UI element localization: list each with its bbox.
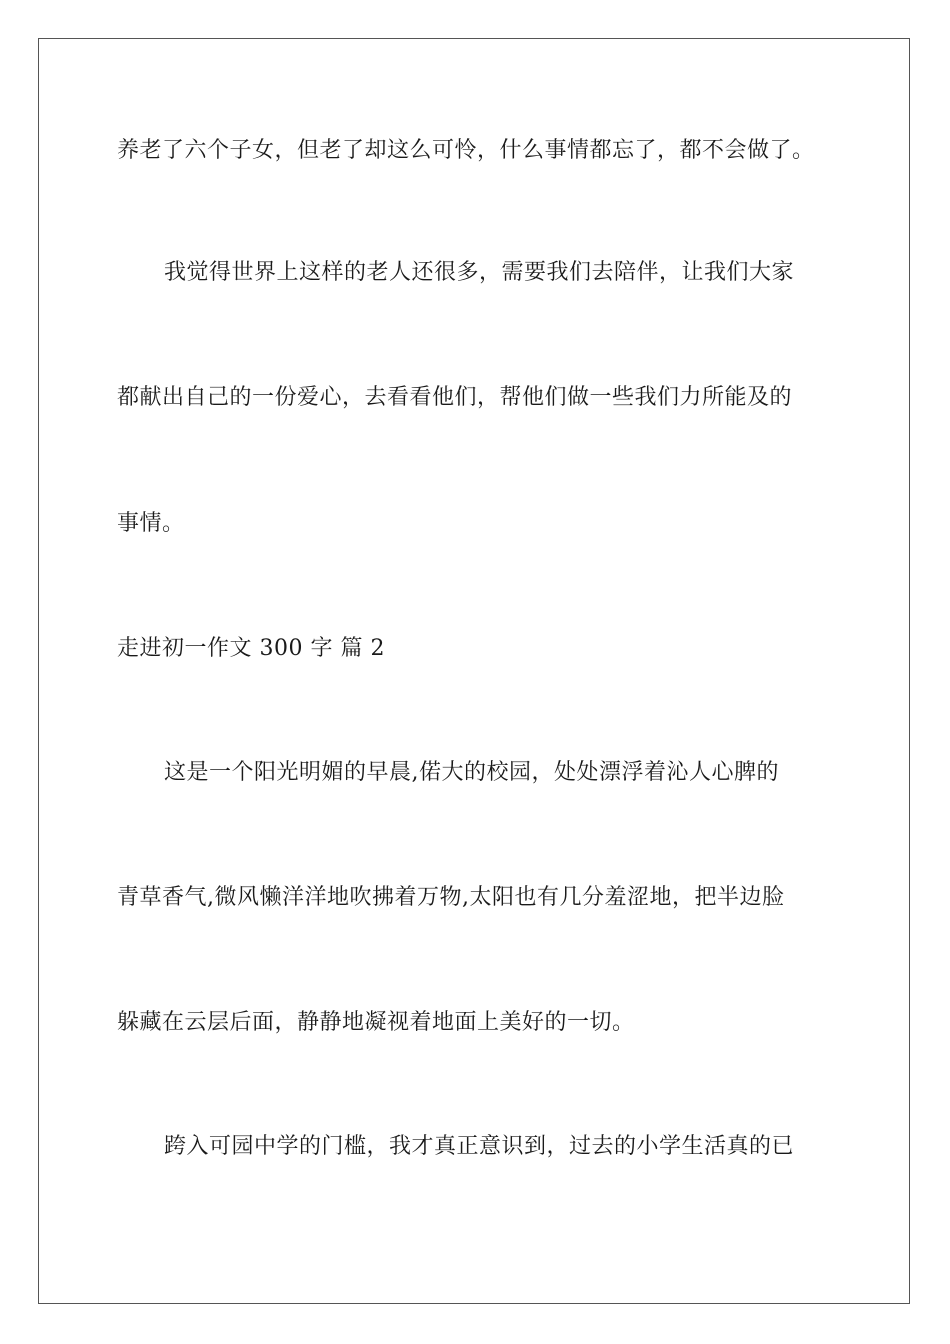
paragraph-line-1: 养老了六个子女，但老了却这么可怜，什么事情都忘了，都不会做了。 — [117, 138, 815, 163]
paragraph-line-4: 事情。 — [117, 511, 185, 536]
page-frame — [38, 38, 910, 1304]
paragraph-line-7: 躲藏在云层后面，静静地凝视着地面上美好的一切。 — [117, 1010, 635, 1035]
paragraph-line-2: 我觉得世界上这样的老人还很多，需要我们去陪伴，让我们大家 — [164, 260, 795, 285]
paragraph-line-8: 跨入可园中学的门槛，我才真正意识到，过去的小学生活真的已 — [164, 1134, 795, 1159]
paragraph-line-6: 青草香气,微风懒洋洋地吹拂着万物,太阳也有几分羞涩地，把半边脸 — [117, 885, 785, 910]
section-heading: 走进初一作文 300 字 篇 2 — [117, 636, 385, 661]
paragraph-line-3: 都献出自己的一份爱心，去看看他们，帮他们做一些我们力所能及的 — [117, 385, 793, 410]
paragraph-line-5: 这是一个阳光明媚的早晨,偌大的校园，处处漂浮着沁人心脾的 — [164, 760, 779, 785]
